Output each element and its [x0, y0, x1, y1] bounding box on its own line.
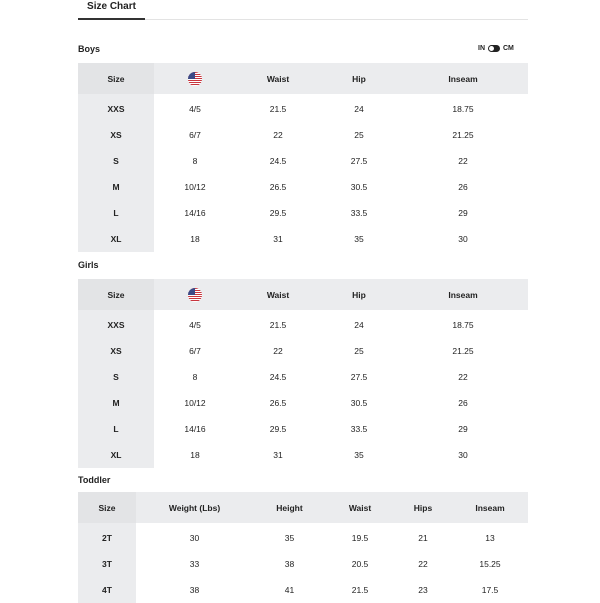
measurement-cell: 33 — [189, 559, 200, 569]
measurement-cell: 35 — [354, 450, 364, 460]
size-label-cell: S — [78, 148, 154, 174]
measurement-cell: 31 — [273, 450, 283, 460]
header-cell: Hip — [320, 279, 398, 310]
size-label-cell: M — [78, 174, 154, 200]
table-row — [78, 174, 528, 200]
header-us-size-cell — [154, 63, 236, 94]
measurement-cell: 21.25 — [452, 130, 474, 140]
measurement-cell: 17.5 — [481, 585, 499, 595]
unit-cm-label: CM — [503, 44, 514, 52]
measurement-cell: 30 — [189, 533, 200, 543]
unit-in-label: IN — [478, 44, 485, 52]
measurement-cell: 29.5 — [269, 208, 287, 218]
measurement-cell: 21.5 — [269, 320, 287, 330]
size-label-cell: L — [78, 200, 154, 226]
toddler-section-title: Toddler — [78, 475, 111, 485]
measurement-cell: 26 — [458, 182, 468, 192]
table-row — [78, 390, 528, 416]
measurement-cell: 13 — [485, 533, 495, 543]
measurement-cell: 26.5 — [269, 398, 287, 408]
size-label-cell: 4T — [78, 577, 136, 603]
size-label-cell: S — [78, 364, 154, 390]
size-label-cell: M — [78, 390, 154, 416]
measurement-cell: 33.5 — [350, 424, 368, 434]
measurement-cell: 35 — [354, 234, 364, 244]
table-row — [78, 416, 528, 442]
table-header-row — [78, 492, 528, 523]
measurement-cell: 22 — [273, 346, 283, 356]
measurement-cell: 30.5 — [350, 398, 368, 408]
measurement-cell: 8 — [192, 372, 198, 382]
measurement-cell: 27.5 — [350, 372, 368, 382]
measurement-cell: 24.5 — [269, 372, 287, 382]
measurement-cell: 23 — [418, 585, 428, 595]
measurement-cell: 14/16 — [184, 424, 206, 434]
header-cell: Inseam — [452, 492, 528, 523]
toggle-knob — [489, 46, 494, 51]
table-row — [78, 148, 528, 174]
header-cell: Height — [253, 492, 326, 523]
unit-toggle-switch[interactable] — [488, 45, 500, 52]
measurement-cell: 35 — [284, 533, 295, 543]
size-label-cell: L — [78, 416, 154, 442]
measurement-cell: 21 — [418, 533, 428, 543]
measurement-cell: 21.25 — [452, 346, 474, 356]
measurement-cell: 18.75 — [452, 320, 474, 330]
measurement-cell: 10/12 — [184, 398, 206, 408]
table-row — [78, 94, 528, 122]
measurement-cell: 30 — [458, 234, 468, 244]
measurement-cell: 27.5 — [350, 156, 368, 166]
measurement-cell: 20.5 — [351, 559, 369, 569]
size-label-cell: XXS — [78, 94, 154, 122]
header-cell: Hips — [394, 492, 452, 523]
table-row — [78, 122, 528, 148]
measurement-cell: 29 — [458, 424, 468, 434]
measurement-cell: 19.5 — [351, 533, 369, 543]
measurement-cell: 22 — [458, 156, 468, 166]
table-header-row — [78, 63, 528, 94]
measurement-cell: 29 — [458, 208, 468, 218]
table-row — [78, 551, 528, 577]
header-cell: Waist — [236, 279, 320, 310]
table-row — [78, 364, 528, 390]
table-row — [78, 338, 528, 364]
measurement-cell: 4/5 — [189, 320, 201, 330]
size-label-cell: XS — [78, 338, 154, 364]
measurement-cell: 25 — [354, 130, 364, 140]
table-row — [78, 577, 528, 603]
header-cell: Inseam — [398, 279, 528, 310]
measurement-cell: 15.25 — [479, 559, 501, 569]
measurement-cell: 22 — [458, 372, 468, 382]
us-flag-icon — [188, 72, 202, 86]
measurement-cell: 26 — [458, 398, 468, 408]
table-row — [78, 310, 528, 338]
header-cell: Inseam — [398, 63, 528, 94]
toddler-size-table — [78, 492, 528, 603]
measurement-cell: 18.75 — [452, 104, 474, 114]
header-cell: Waist — [236, 63, 320, 94]
boys-size-table — [78, 63, 528, 252]
size-label-cell: XL — [78, 442, 154, 468]
header-cell: Waist — [326, 492, 394, 523]
measurement-cell: 21.5 — [351, 585, 369, 595]
measurement-cell: 6/7 — [189, 130, 201, 140]
header-cell: Weight (Lbs) — [136, 492, 253, 523]
measurement-cell: 25 — [354, 346, 364, 356]
header-us-size-cell — [154, 279, 236, 310]
measurement-cell: 30.5 — [350, 182, 368, 192]
measurement-cell: 26.5 — [269, 182, 287, 192]
size-label-cell: XL — [78, 226, 154, 252]
table-header-row — [78, 279, 528, 310]
measurement-cell: 10/12 — [184, 182, 206, 192]
header-cell: Hip — [320, 63, 398, 94]
measurement-cell: 21.5 — [269, 104, 287, 114]
measurement-cell: 24 — [354, 320, 364, 330]
measurement-cell: 30 — [458, 450, 468, 460]
measurement-cell: 8 — [192, 156, 198, 166]
measurement-cell: 22 — [273, 130, 283, 140]
measurement-cell: 14/16 — [184, 208, 206, 218]
measurement-cell: 38 — [189, 585, 200, 595]
boys-section-title: Boys — [78, 44, 101, 54]
measurement-cell: 18 — [190, 234, 200, 244]
header-cell: Size — [78, 63, 154, 94]
table-row — [78, 200, 528, 226]
measurement-cell: 31 — [273, 234, 283, 244]
girls-size-table — [78, 279, 528, 468]
measurement-cell: 18 — [190, 450, 200, 460]
table-row — [78, 226, 528, 252]
size-label-cell: 2T — [78, 523, 136, 551]
header-cell: Size — [78, 279, 154, 310]
size-label-cell: XS — [78, 122, 154, 148]
measurement-cell: 41 — [284, 585, 295, 595]
measurement-cell: 38 — [284, 559, 295, 569]
us-flag-icon — [188, 288, 202, 302]
table-row — [78, 523, 528, 551]
tab-bar — [78, 0, 528, 20]
tab-size-chart[interactable]: Size Chart — [78, 0, 145, 20]
measurement-cell: 6/7 — [189, 346, 201, 356]
table-row — [78, 442, 528, 468]
unit-toggle[interactable] — [478, 42, 514, 54]
size-label-cell: 3T — [78, 551, 136, 577]
girls-section-title: Girls — [78, 260, 99, 270]
header-cell: Size — [78, 492, 136, 523]
measurement-cell: 24 — [354, 104, 364, 114]
measurement-cell: 24.5 — [269, 156, 287, 166]
size-label-cell: XXS — [78, 310, 154, 338]
measurement-cell: 4/5 — [189, 104, 201, 114]
measurement-cell: 22 — [418, 559, 428, 569]
measurement-cell: 29.5 — [269, 424, 287, 434]
measurement-cell: 33.5 — [350, 208, 368, 218]
